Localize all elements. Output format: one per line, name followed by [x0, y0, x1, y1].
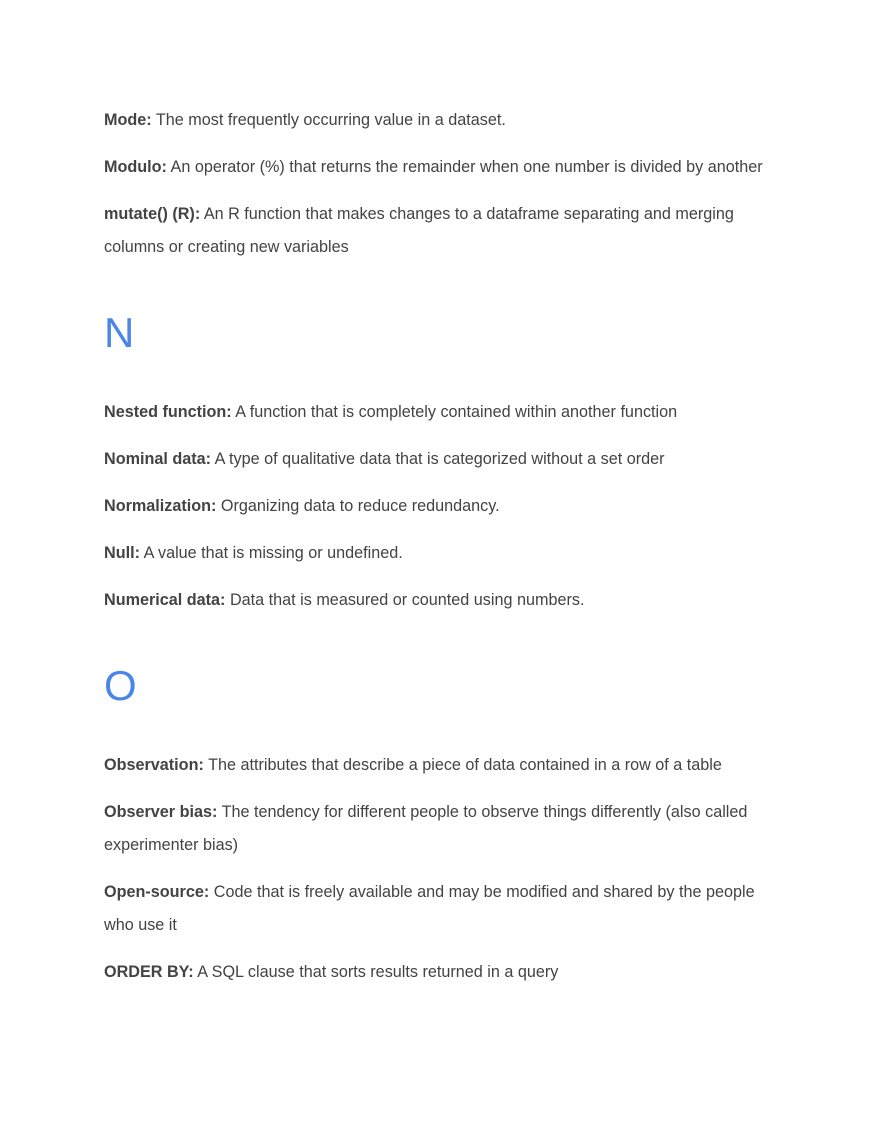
glossary-definition: A function that is completely contained within another function — [231, 403, 678, 421]
glossary-term: mutate() (R): — [104, 205, 201, 223]
glossary-definition: An operator (%) that returns the remainder when one number is divided by another — [166, 158, 763, 176]
glossary-term: Mode: — [104, 111, 152, 129]
glossary-entry-numerical-data — [104, 584, 784, 617]
glossary-entry-mutate — [104, 198, 784, 264]
glossary-definition: A SQL clause that sorts results returned in a query — [193, 963, 559, 981]
glossary-entry-mode — [104, 104, 784, 137]
glossary-term: Nominal data: — [104, 450, 212, 468]
glossary-term: Nested function: — [104, 403, 232, 421]
glossary-term: ORDER BY: — [104, 963, 194, 981]
glossary-entry-order-by — [104, 956, 784, 989]
section-letter-n: N — [104, 309, 135, 356]
glossary-definition: The tendency for different people to observe things differently (also called experimenter bias) — [104, 803, 748, 854]
glossary-definition: The attributes that describe a piece of data contained in a row of a table — [203, 756, 722, 774]
glossary-term: Modulo: — [104, 158, 167, 176]
glossary-definition: Organizing data to reduce redundancy. — [216, 497, 500, 515]
glossary-term: Observer bias: — [104, 803, 218, 821]
glossary-entry-normalization — [104, 490, 784, 523]
glossary-term: Null: — [104, 544, 140, 562]
glossary-term: Observation: — [104, 756, 204, 774]
glossary-entry-nested-function — [104, 396, 784, 429]
glossary-definition: A type of qualitative data that is categorized without a set order — [211, 450, 665, 468]
glossary-definition: The most frequently occurring value in a dataset. — [151, 111, 506, 129]
glossary-definition: A value that is missing or undefined. — [139, 544, 403, 562]
section-letter-o: O — [104, 662, 137, 709]
glossary-entry-observation — [104, 749, 784, 782]
glossary-definition: Data that is measured or counted using numbers. — [225, 591, 585, 609]
glossary-entry-nominal-data — [104, 443, 784, 476]
glossary-term: Numerical data: — [104, 591, 226, 609]
glossary-term: Open-source: — [104, 883, 210, 901]
glossary-entry-open-source — [104, 876, 784, 942]
glossary-term: Normalization: — [104, 497, 217, 515]
glossary-entry-modulo — [104, 151, 784, 184]
glossary-entry-observer-bias — [104, 796, 784, 862]
glossary-page — [104, 104, 784, 1003]
glossary-definition: Code that is freely available and may be modified and shared by the people who use it — [104, 883, 755, 934]
glossary-definition: An R function that makes changes to a dataframe separating and merging columns or creating new variables — [104, 205, 734, 256]
glossary-entry-null — [104, 537, 784, 570]
